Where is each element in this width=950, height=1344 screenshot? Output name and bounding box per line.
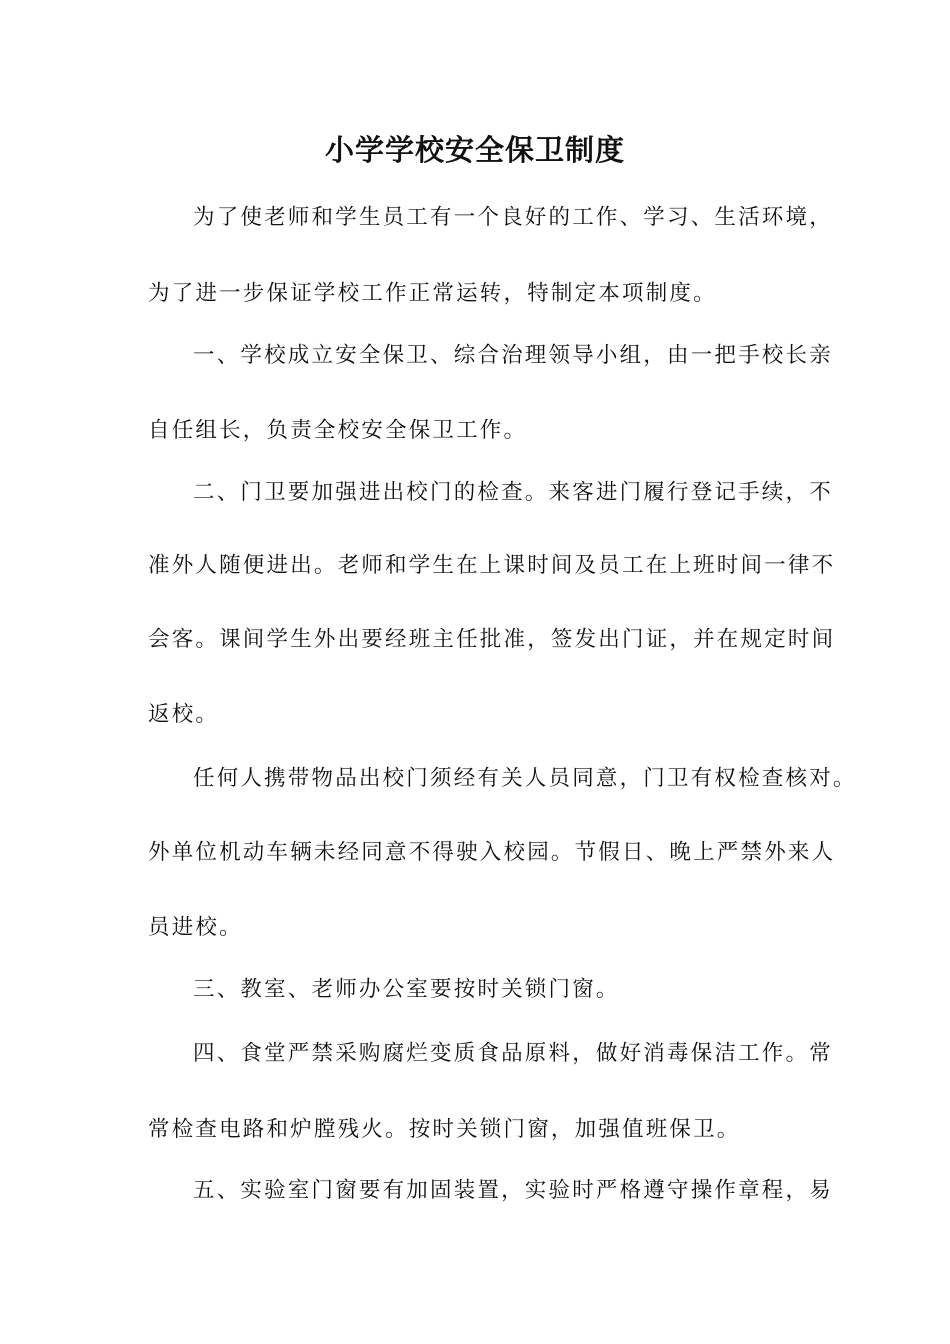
- text-line: 常检查电路和炉膛残火。按时关锁门窗，加强值班保卫。: [148, 1117, 741, 1142]
- text-line: 会客。课间学生外出要经班主任批准，签发出门证，并在规定时间: [148, 627, 836, 652]
- document-title: 小学学校安全保卫制度: [324, 133, 625, 167]
- text-line: 三、教室、老师办公室要按时关锁门窗。: [193, 977, 620, 1002]
- text-line: 任何人携带物品出校门须经有关人员同意，门卫有权检查核对。: [193, 766, 857, 791]
- text-line: 四、食堂严禁采购腐烂变质食品原料，做好消毒保洁工作。常: [193, 1041, 833, 1066]
- text-line: 为了使老师和学生员工有一个良好的工作、学习、生活环境，: [193, 205, 833, 230]
- text-line: 返校。: [148, 702, 220, 727]
- text-line: 一、学校成立安全保卫、综合治理领导小组，由一把手校长亲: [193, 343, 833, 368]
- text-line: 为了进一步保证学校工作正常运转，特制定本项制度。: [148, 281, 717, 306]
- text-line: 自任组长，负责全校安全保卫工作。: [148, 418, 528, 443]
- text-line: 五、实验室门窗要有加固装置，实验时严格遵守操作章程，易: [193, 1178, 833, 1203]
- text-line: 员进校。: [148, 915, 243, 940]
- text-line: 外单位机动车辆未经同意不得驶入校园。节假日、晚上严禁外来人: [148, 840, 836, 865]
- text-line: 二、门卫要加强进出校门的检查。来客进门履行登记手续，不: [193, 480, 833, 505]
- text-line: 准外人随便进出。老师和学生在上课时间及员工在上班时间一律不: [148, 553, 836, 578]
